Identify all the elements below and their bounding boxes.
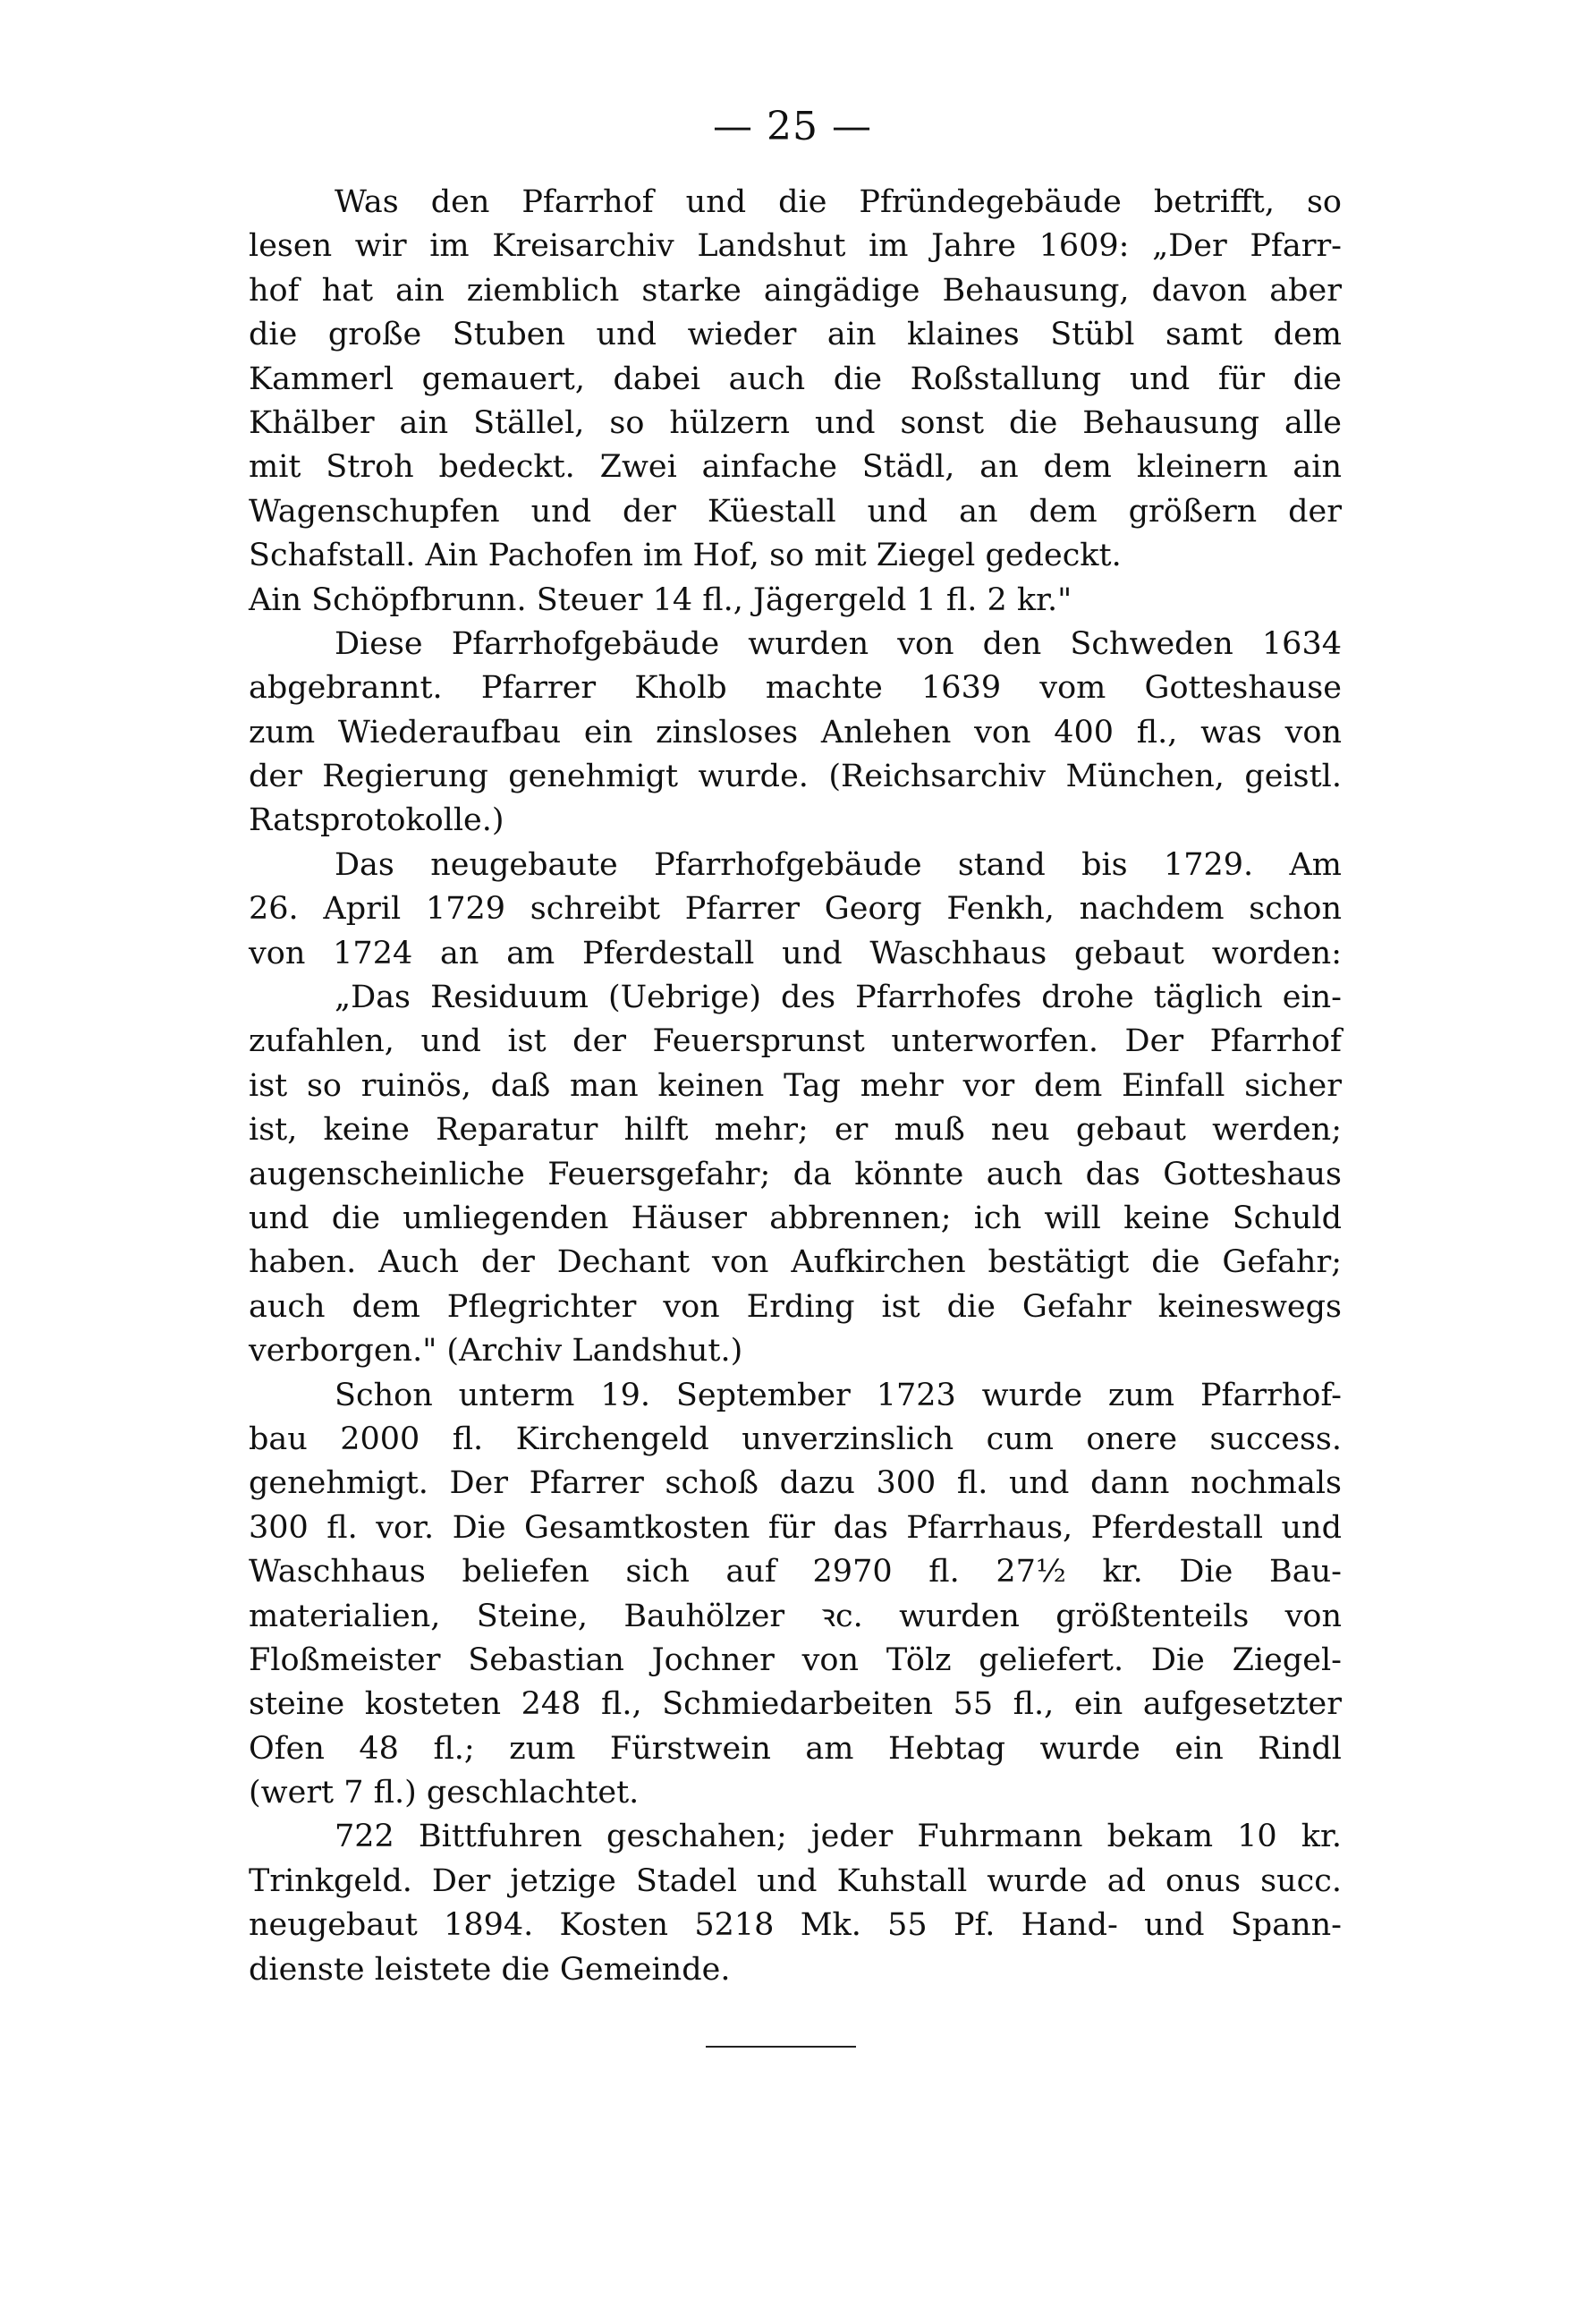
text-line: zufahlen, und ist der Feuersprunst unterworfen. Der Pfarrhof xyxy=(249,1023,1342,1060)
text-line: abgebrannt. Pfarrer Kholb machte 1639 vom Gotteshause xyxy=(249,670,1342,707)
text-line: auch dem Pflegrichter von Erding ist die Gefahr keineswegs xyxy=(249,1288,1342,1325)
page-number: — 25 — xyxy=(713,104,872,149)
text-line: von 1724 an am Pferdestall und Waschhaus gebaut worden: xyxy=(249,935,1342,971)
text-line: Ain Schöpfbrunn. Steuer 14 fl., Jägergeld 1 fl. 2 kr." xyxy=(249,581,1072,618)
text-line: (wert 7 fl.) geschlachtet. xyxy=(249,1775,640,1811)
body-text xyxy=(249,181,1342,1992)
text-line: Das neugebaute Pfarrhofgebäude stand bis 1729. Am xyxy=(335,846,1342,883)
text-line: ist so ruinös, daß man keinen Tag mehr vor dem Einfall sicher xyxy=(249,1067,1342,1104)
text-line: und die umliegenden Häuser abbrennen; ich will keine Schuld xyxy=(249,1200,1342,1236)
text-line: haben. Auch der Dechant von Aufkirchen bestätigt die Gefahr; xyxy=(249,1244,1342,1281)
text-line: steine kosteten 248 fl., Schmiedarbeiten 55 fl., ein aufgesetzter xyxy=(249,1686,1342,1723)
text-line: „Das Residuum (Uebrige) des Pfarrhofes drohe täglich ein- xyxy=(335,980,1342,1016)
text-line: materialien, Steine, Bauhölzer ꝛc. wurden größtenteils von xyxy=(249,1598,1342,1634)
text-line: neugebaut 1894. Kosten 5218 Mk. 55 Pf. Hand- und Spann- xyxy=(249,1907,1342,1944)
text-line: Schafstall. Ain Pachofen im Hof, so mit Ziegel gedeckt. xyxy=(249,538,1122,574)
text-line: Waschhaus beliefen sich auf 2970 fl. 27½ kr. Die Bau- xyxy=(249,1554,1342,1590)
text-line: augenscheinliche Feuersgefahr; da könnte auch das Gotteshaus xyxy=(249,1156,1342,1192)
text-line: lesen wir im Kreisarchiv Landshut im Jahre 1609: „Der Pfarr- xyxy=(249,228,1342,265)
text-line: 300 fl. vor. Die Gesamtkosten für das Pfarrhaus, Pferdestall und xyxy=(249,1509,1342,1546)
text-line: genehmigt. Der Pfarrer schoß dazu 300 fl. und dann nochmals xyxy=(249,1465,1342,1502)
text-line: verborgen." (Archiv Landshut.) xyxy=(249,1333,743,1370)
text-line: Diese Pfarrhofgebäude wurden von den Schweden 1634 xyxy=(335,625,1342,662)
text-line: Floßmeister Sebastian Jochner von Tölz geliefert. Die Ziegel- xyxy=(249,1641,1342,1678)
text-line: Kammerl gemauert, dabei auch die Roßstallung und für die xyxy=(249,360,1342,397)
text-line: Khälber ain Ställel, so hülzern und sonst die Behausung alle xyxy=(249,404,1342,441)
text-line: dienste leistete die Gemeinde. xyxy=(249,1951,731,1988)
text-line: 26. April 1729 schreibt Pfarrer Georg Fenkh, nachdem schon xyxy=(249,891,1342,928)
text-line: Wagenschupfen und der Küestall und an dem größern der xyxy=(249,493,1342,530)
text-line: Schon unterm 19. September 1723 wurde zum Pfarrhof- xyxy=(335,1377,1342,1413)
text-line: zum Wiederaufbau ein zinsloses Anlehen von 400 fl., was von xyxy=(249,714,1342,751)
text-line: Trinkgeld. Der jetzige Stadel und Kuhstall wurde ad onus succ. xyxy=(249,1862,1342,1899)
text-line: die große Stuben und wieder ain klaines Stübl samt dem xyxy=(249,317,1342,353)
text-line: hof hat ain ziemblich starke aingädige Behausung, davon aber xyxy=(249,272,1342,309)
text-line: mit Stroh bedeckt. Zwei ainfache Städl, an dem kleinern ain xyxy=(249,449,1342,486)
section-end-rule xyxy=(706,2046,856,2048)
text-line: bau 2000 fl. Kirchengeld unverzinslich cum onere success. xyxy=(249,1421,1342,1457)
text-line: Ofen 48 fl.; zum Fürstwein am Hebtag wurde ein Rindl xyxy=(249,1730,1342,1767)
text-line: ist, keine Reparatur hilft mehr; er muß neu gebaut werden; xyxy=(249,1112,1342,1149)
text-line: Was den Pfarrhof und die Pfründegebäude betrifft, so xyxy=(335,184,1342,220)
text-line: der Regierung genehmigt wurde. (Reichsarchiv München, geistl. xyxy=(249,759,1342,795)
text-line: 722 Bittfuhren geschahen; jeder Fuhrmann bekam 10 kr. xyxy=(335,1819,1342,1855)
text-line: Ratsprotokolle.) xyxy=(249,802,504,839)
